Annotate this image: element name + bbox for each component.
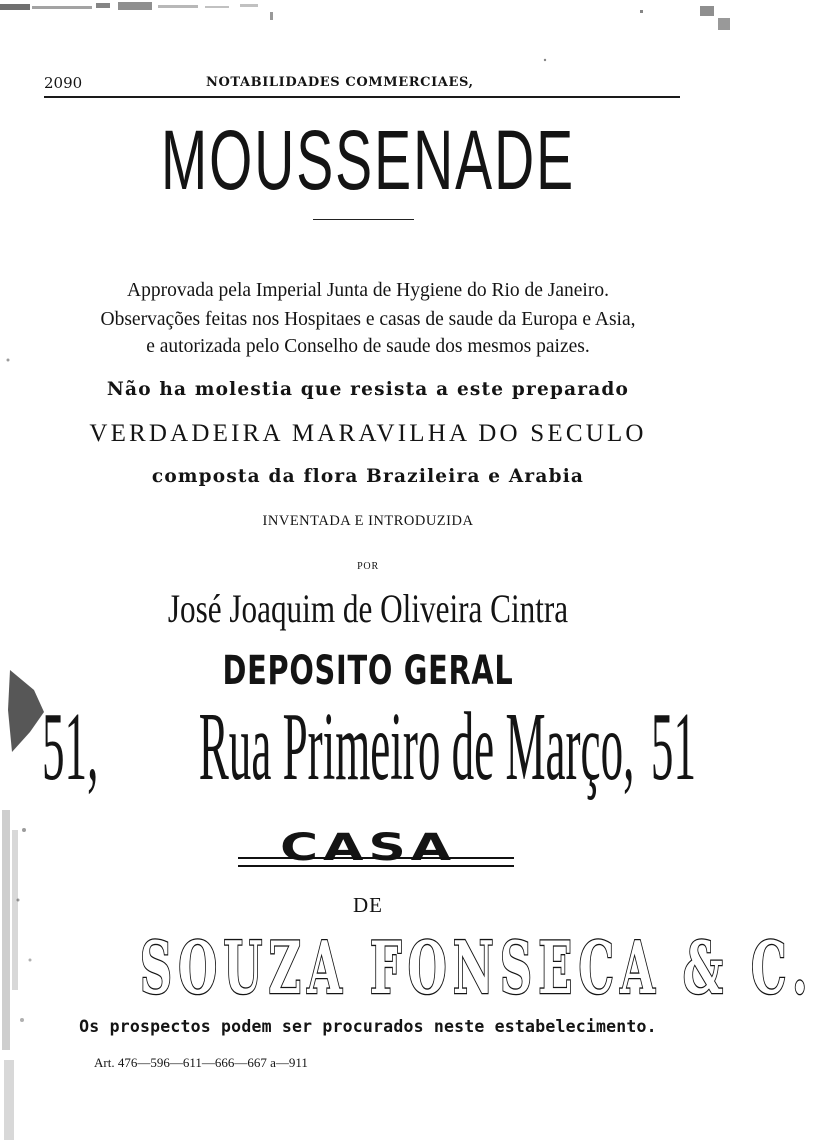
address-number-left: 51, xyxy=(42,693,99,801)
address-line xyxy=(0,693,736,801)
invented-line: INVENTADA E INTRODUZIDA xyxy=(262,513,474,529)
wonder-line: VERDADEIRA MARAVILHA DO SECULO xyxy=(89,420,647,447)
composition-line: composta da flora Brazileira e Arabia xyxy=(151,466,585,487)
by-line: POR xyxy=(357,561,379,572)
casa-underline xyxy=(238,857,514,867)
title-rule xyxy=(313,219,414,220)
approval-line-2: Observações feitas nos Hospitaes e casas de saude da Europa e Asia, xyxy=(100,309,636,330)
running-head xyxy=(44,74,680,98)
depot-heading: DEPOSITO GERAL xyxy=(222,648,514,694)
inventor-name: José Joaquim de Oliveira Cintra xyxy=(167,586,569,631)
claim-line: Não ha molestia que resista a este preparado xyxy=(106,379,630,400)
scan-noise-top xyxy=(0,0,736,40)
address-street: Rua Primeiro de Março, xyxy=(198,693,635,801)
approval-line-1: Approvada pela Imperial Junta de Hygiene do Rio de Janeiro. xyxy=(127,280,609,301)
running-title: NOTABILIDADES COMMERCIAES, xyxy=(206,75,474,90)
article-reference: Art. 476—596—611—666—667 a—911 xyxy=(94,1055,308,1070)
casa-heading: CASA xyxy=(279,826,457,870)
prospectus-line: Os prospectos podem ser procurados neste estabelecimento. xyxy=(79,1017,657,1036)
firm-name: SOUZA FONSECA & C. xyxy=(139,925,814,1010)
product-title: MOUSSENADE xyxy=(160,113,576,207)
approval-line-3: e autorizada pelo Conselho de saude dos mesmos paizes. xyxy=(146,336,590,357)
page-number: 2090 xyxy=(44,74,83,92)
address-number-right: 51 xyxy=(650,693,696,801)
de-line: DE xyxy=(353,893,383,917)
